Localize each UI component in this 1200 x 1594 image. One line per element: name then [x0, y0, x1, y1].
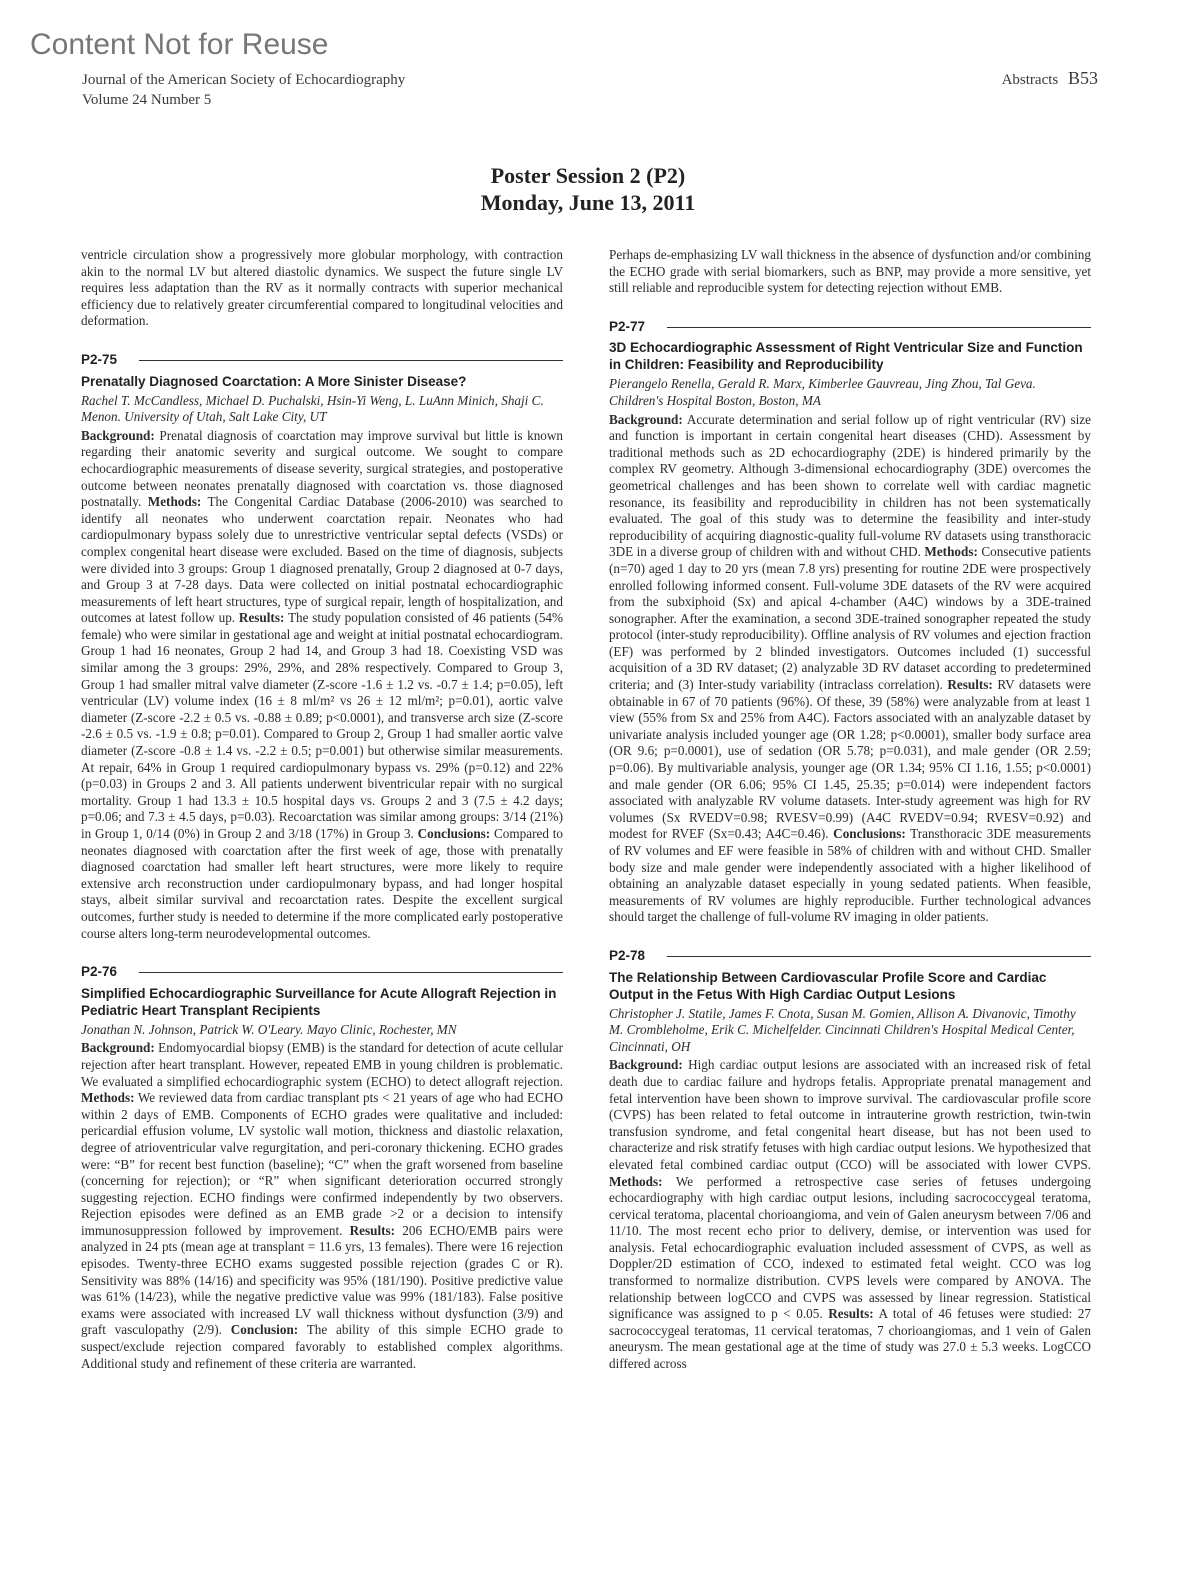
background-label: Background:: [609, 411, 683, 427]
section-label: Abstracts: [1001, 72, 1059, 88]
abstract-title: 3D Echocardiographic Assessment of Right Ventricular Size and Function in Children: Feasibility and Reproducibility: [609, 340, 1083, 373]
abstract-body: [609, 1057, 1091, 1372]
methods-label: Methods:: [81, 1090, 135, 1106]
abstract-number: P2-75: [81, 351, 118, 367]
results-label: Results:: [828, 1306, 874, 1322]
results-text: The study population consisted of 46 patients (54% female) who were similar in gestational age and weight at initial postnatal echocardiogram. Group 1 had 16 neonates, Group 2 had 14, and Group 3 had 18. Coexisting VSD was similar among the 3 groups: 29%, 29%, and 28% respectively. Compared to Group 3, Group 1 had smaller mitral valve diameter (Z-score -1.6 ± 1.2 vs. -0.7 ± 1.4; p=0.05), left ventricular (LV) volume index (16 ± 8 ml/m² vs 26 ± 12 ml/m²; p=0.01), aortic valve diameter (Z-score -2.2 ± 0.5 vs. -0.88 ± 0.89; p<0.0001), and transverse arch size (Z-score -2.6 ± 0.5 vs. -1.9 ± 0.8; p=0.01). Compared to Group 2, Group 1 had smaller aortic valve diameter (Z-score -0.8 ± 1.4 vs. -2.2 ± 0.5; p=0.001) but otherwise similar measurements. At repair, 64% in Group 1 required cardiopulmonary bypass vs. 29% (p=0.12) and 22% (p=0.03) in Groups 2 and 3. All patients underwent biventricular repair with no surgical mortality. Group 1 had 13.3 ± 10.5 hospital days vs. Groups 2 and 3 (7.5 ± 4.2 days; p=0.06; and 7.3 ± 4.5 days, p=0.03). Recoarctation was similar among groups: 3/14 (21%) in Group 1, 0/14 (0%) in Group 2 and 3/18 (17%) in Group 3.: [81, 610, 564, 841]
conclusions-label: Conclusions:: [833, 826, 906, 842]
results-label: Results:: [349, 1222, 396, 1238]
left-column: [81, 247, 563, 1372]
background-text: Accurate determination and serial follow up of right ventricular (RV) size and function is important in certain congenital heart diseases (CHD). Assessment by traditional methods such as 2D echocardiography (2DE) is hindered primarily by the complex RV geometry. Although 3-dimensional echocardiography (3DE) overcomes the geometrical challenges and has been shown to correlate well with cardiac magnetic resonance, its feasibility and reproducibility in children has not been systematically evaluated. The goal of this study was to determine the feasibility and inter-study reproducibility of acquiring diagnostic-quality full-volume RV datasets using transthoracic 3DE in a diverse group of children with and without CHD.: [609, 411, 1091, 560]
abstract-p2-78: [609, 948, 1091, 1373]
abstract-p2-77: [609, 319, 1091, 926]
abstract-title: The Relationship Between Cardiovascular Profile Score and Cardiac Output in the Fetus With High Cardiac Output Lesions: [609, 969, 1047, 1002]
results-text: RV datasets were obtainable in 67 of 70 patients (96%). Of these, 39 (58%) were analyzable from at least 1 view (55% from Sx and 25% from A4C). Factors associated with an analyzable dataset by univariate analysis included younger age (OR 1.28; p<0.0001), smaller body surface area (OR 9.6; p=0.0001), use of sedation (OR 5.78; p=0.031), and male gender (OR 2.59; p=0.06). By multivariable analysis, younger age (OR 1.34; 95% CI 1.16, 1.55; p<0.0001) and male gender (OR 6.06; 95% CI 1.45, 25.35; p=0.014) were independent factors associated with analyzable RV volume datasets. Inter-study agreement was high for RV volumes (Sx RVEDV=0.98; RVESV=0.99) (A4C RVEDV=0.94; RVESV=0.92) and modest for RVEF (Sx=0.43; A4C=0.46).: [609, 677, 1091, 842]
results-label: Results:: [238, 610, 285, 626]
abstract-title: Prenatally Diagnosed Coarctation: A More Sinister Disease?: [81, 373, 467, 389]
background-text: Prenatal diagnosis of coarctation may improve survival but little is known regarding their anatomic severity and surgical outcome. We sought to compare echocardiographic measurements of disease severity, surgical strategies, and postoperative outcome between neonates prenatally diagnosed with coarctation vs. those diagnosed postnatally.: [81, 427, 564, 510]
divider: [139, 360, 563, 361]
page-number: B53: [1067, 68, 1098, 88]
session-date: Monday, June 13, 2011: [480, 190, 696, 215]
methods-text: We performed a retrospective case series of fetuses undergoing echocardiography with high cardiac output lesions, including sacrococcygeal teratoma, cervical teratoma, placental chorioangioma, and vein of Galen aneurysm between 7/06 and 11/10. The most recent echo prior to delivery, demise, or intervention was used for analysis. Fetal echocardiographic evaluation included assessment of CVPS, as well as Doppler/2D estimation of CCO, indexed to estimated fetal weight. CCO was log transformed to normalize distribution. CVPS levels were compared by ANOVA. The relationship between logCCO and CVPS was assessed by linear regression. Statistical significance was assigned to p < 0.05.: [609, 1173, 1091, 1322]
divider: [667, 327, 1091, 328]
methods-label: Methods:: [147, 494, 202, 510]
background-label: Background:: [81, 1040, 155, 1056]
results-text: A total of 46 fetuses were studied: 27 sacrococcygeal teratomas, 11 cervical teratomas, 7 chorioangiomas, and 1 vein of Galen aneurysm. The mean gestational age at the time of study was 27.0 ± 5.3 weeks. LogCCO differed across: [609, 1306, 1091, 1372]
results-text: 206 ECHO/EMB pairs were analyzed in 24 pts (mean age at transplant = 11.6 yrs, 13 females). There were 16 rejection episodes. Twenty-three ECHO exams suggested possible rejection (grades C or R). Sensitivity was 88% (14/16) and specificity was 95% (181/190). Positive predictive value was 61% (14/23), while the negative predictive value was 99% (181/183). False positive exams were associated with increased LV wall thickness without dysfunction (3/9) and graft vasculopathy (2/9).: [81, 1222, 564, 1338]
carryover-text: ventricle circulation show a progressively more globular morphology, with contraction akin to the normal LV but altered diastolic dynamics. We suspect the future single LV requires less adaptation than the RV as it normally contracts with superior mechanical efficiency due to relatively greater circumferential compared to longitudinal velocities and deformation.: [81, 247, 563, 329]
abstract-number: P2-78: [609, 947, 646, 963]
divider: [667, 956, 1091, 957]
methods-text: We reviewed data from cardiac transplant pts < 21 years of age who had ECHO within 2 days of EMB. Components of ECHO grades were qualitative and included: pericardial effusion volume, LV systolic wall motion, thickness and diastolic relaxation, degree of atrioventricular valve regurgitation, and peri-coronary thickening. ECHO grades were: “B” for recent best function (baseline); “C” when the graft worsened from baseline (concerning for rejection); or “R” when significant deterioration occurred strongly suggesting rejection. ECHO findings were confirmed independently by two observers. Rejection episodes were defined as an EMB grade >2 or a decision to intensify immunosuppression followed by improvement.: [81, 1090, 563, 1238]
conclusions-text: Transthoracic 3DE measurements of RV volumes and EF were feasible in 58% of children with and without CHD. Smaller body size and male gender were independently associated with a higher likelihood of obtaining an analyzable dataset especially in young sedated patients. When feasible, measurements of RV volumes are highly reproducible. Further technological advances should target the challenge of full-volume RV imaging in older patients.: [609, 826, 1092, 925]
divider: [139, 972, 563, 973]
abstract-title: Simplified Echocardiographic Surveillance for Acute Allograft Rejection in Pediatric Heart Transplant Recipients: [81, 985, 557, 1018]
background-label: Background:: [609, 1057, 683, 1073]
conclusions-label: Conclusion:: [230, 1322, 299, 1338]
background-text: High cardiac output lesions are associated with an increased risk of fetal death due to cardiac failure and hydrops fetalis. Appropriate prenatal management and fetal intervention have been shown to improve survival. The cardiovascular profile score (CVPS) has been related to fetal outcome in intrauterine growth restriction, twin-twin transfusion syndrome, and fetal congenital heart disease, but has not been used to characterize and risk stratify fetuses with high cardiac output lesions. We hypothesized that elevated fetal combined cardiac output (CCO) will be associated with lower CVPS.: [609, 1057, 1092, 1172]
conclusions-text: Compared to neonates diagnosed with coarctation after the first week of age, those with prenatally diagnosed coarctation had smaller left heart structures, were more likely to require extensive arch reconstruction under cardiopulmonary bypass, and had longer hospital stays, albeit similar survival and recoarctation rates. Despite the excellent surgical outcomes, further study is needed to determine if the more complicated early postoperative course alters long-term neurodevelopmental outcomes.: [81, 826, 563, 941]
right-column: [609, 247, 1091, 1373]
abstract-id: [609, 948, 1091, 965]
carryover-text: Perhaps de-emphasizing LV wall thickness in the absence of dysfunction and/or combining the ECHO grade with serial biomarkers, such as BNP, may provide a more sensitive, yet still reliable and reproducible system for detecting rejection without EMB.: [609, 247, 1091, 296]
abstract-number: P2-77: [609, 318, 646, 334]
abstract-body: [81, 428, 563, 942]
abstract-number: P2-76: [81, 964, 118, 980]
abstract-id: [81, 964, 563, 981]
abstract-id: [81, 352, 563, 369]
abstract-p2-76: [81, 964, 563, 1372]
methods-label: Methods:: [924, 544, 978, 560]
session-title: [0, 162, 1176, 216]
abstract-body: [81, 1040, 563, 1372]
background-label: Background:: [81, 427, 155, 443]
abstract-authors: Pierangelo Renella, Gerald R. Marx, Kimberlee Gauvreau, Jing Zhou, Tal Geva. Children's Hospital Boston, Boston, MA: [609, 376, 1036, 408]
watermark: Content Not for Reuse: [30, 28, 329, 61]
methods-text: Consecutive patients (n=70) aged 1 day to 20 yrs (mean 7.8 yrs) presenting for routine 2DE were prospectively enrolled following informed consent. Full-volume 3DE datasets of the RV were acquired from the subxiphoid (Sx) and apical 4-chamber (A4C) windows by a 3DE-trained sonographer. After the examination, a second 3DE-trained sonographer repeated the study protocol (inter-study reproducibility). Offline analysis of RV volumes and ejection fraction (EF) was performed by 2 blinded investigators. Outcomes included (1) successful acquisition of a 3D RV dataset; (2) analyzable 3D RV dataset according to predetermined criteria; and (3) Inter-study variability (intraclass correlation).: [609, 544, 1092, 693]
conclusions-text: The ability of this simple ECHO grade to suspect/exclude rejection compared favorably to established complex algorithms. Additional study and refinement of these criteria are warranted.: [81, 1322, 563, 1371]
abstract-authors: Jonathan N. Johnson, Patrick W. O'Leary. Mayo Clinic, Rochester, MN: [81, 1021, 457, 1037]
journal-volume: Volume 24 Number 5: [82, 92, 212, 108]
methods-text: The Congenital Cardiac Database (2006-2010) was searched to identify all neonates who underwent coarctation repair. Neonates who had cardiopulmonary bypass solely due to unrestrictive ventricular septal defects (VSDs) or complex congenital heart disease were excluded. Based on the time of diagnosis, subjects were divided into 3 groups: Group 1 diagnosed prenatally, Group 2 diagnosed at 0-7 days, and Group 3 at 7-28 days. Data were collected on initial postnatal echocardiographic measurements of left heart structures, type of surgical repair, length of hospitalization, and outcomes at latest follow up.: [81, 494, 563, 626]
abstract-authors: Rachel T. McCandless, Michael D. Puchalski, Hsin-Yi Weng, L. LuAnn Minich, Shaji C. Menon. University of Utah, Salt Lake City, UT: [81, 392, 544, 425]
conclusions-label: Conclusions:: [417, 826, 491, 841]
abstract-authors: Christopher J. Statile, James F. Cnota, Susan M. Gomien, Allison A. Divanovic, Timothy M. Crombleholme, Erik C. Michelfelder. Cincinnati Children's Hospital Medical Center, Cincinnati, OH: [609, 1005, 1076, 1054]
session-name: Poster Session 2 (P2): [490, 163, 686, 188]
abstract-p2-75: [81, 352, 563, 942]
abstract-body: [609, 412, 1091, 926]
background-text: Endomyocardial biopsy (EMB) is the standard for detection of acute cellular rejection after heart transplant. However, repeated EMB in young children is problematic. We evaluated a simplified echocardiographic system (ECHO) to detect allograft rejection.: [81, 1040, 563, 1089]
journal-header: [82, 70, 405, 110]
journal-name: Journal of the American Society of Echocardiography: [82, 72, 406, 88]
methods-label: Methods:: [609, 1173, 663, 1189]
page-reference: [1002, 68, 1098, 89]
abstract-id: [609, 319, 1091, 336]
results-label: Results:: [947, 677, 993, 693]
